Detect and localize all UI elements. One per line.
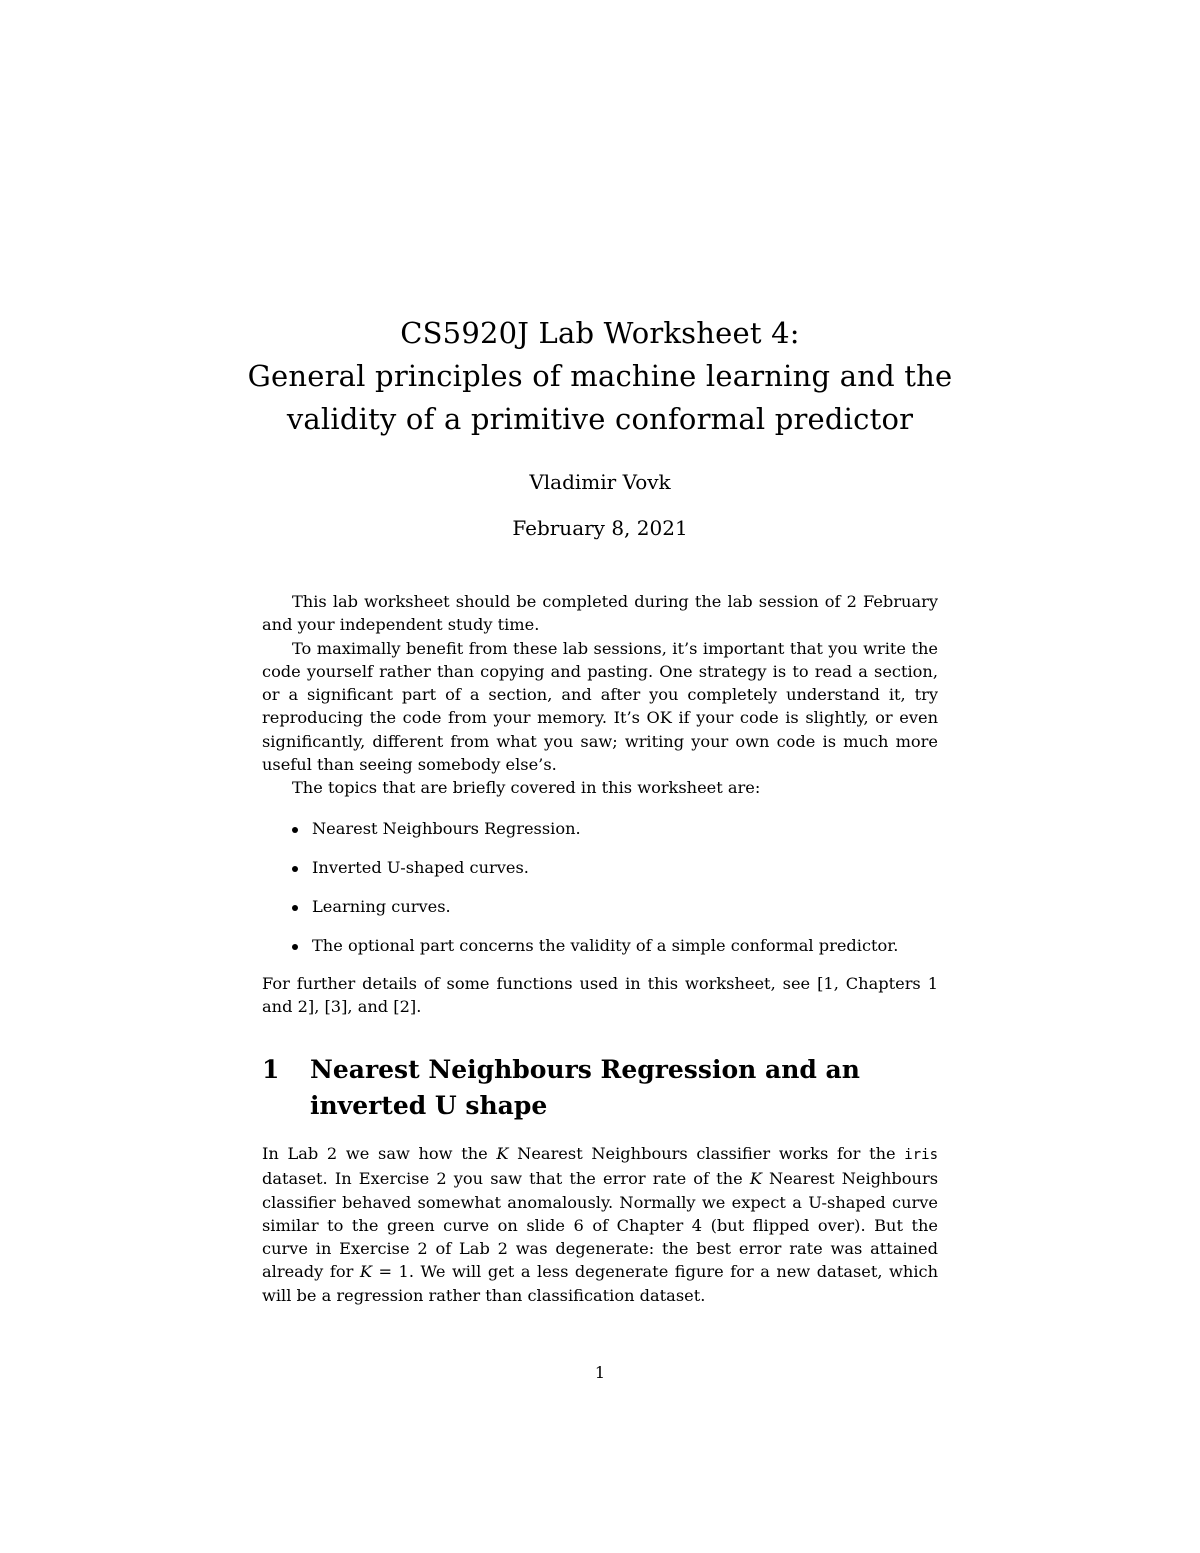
- topic-text: Nearest Neighbours Regression.: [312, 819, 581, 838]
- title-line-2: General principles of machine learning and the: [247, 359, 953, 393]
- intro-section: [262, 590, 938, 800]
- code-iris: iris: [904, 1147, 939, 1163]
- list-item: [290, 934, 950, 973]
- list-item: [290, 856, 950, 895]
- topic-text: Inverted U-shaped curves.: [312, 858, 529, 877]
- intro-paragraph-1: This lab worksheet should be completed during the lab session of 2 February and your independent study time.: [262, 592, 938, 635]
- bullet-icon: [292, 866, 298, 872]
- topics-list: [290, 817, 950, 973]
- topic-text: The optional part concerns the validity of a simple conformal predictor.: [312, 936, 899, 955]
- text-run: Nearest Neighbours classifier works for the: [508, 1144, 905, 1163]
- text-run: dataset. In Exercise 2 you saw that the error rate of the: [262, 1169, 750, 1189]
- title-line-3: validity of a primitive conformal predictor: [286, 402, 914, 436]
- bullet-icon: [292, 905, 298, 911]
- section-paragraph: [262, 1142, 938, 1307]
- title-block: [200, 312, 1000, 541]
- math-k: K: [359, 1262, 372, 1282]
- author: Vladimir Vovk: [529, 470, 671, 494]
- bullet-icon: [292, 827, 298, 833]
- title-line-1: CS5920J Lab Worksheet 4:: [400, 316, 800, 350]
- date: February 8, 2021: [512, 516, 688, 540]
- list-item: [290, 817, 950, 856]
- further-paragraph: For further details of some functions used in this worksheet, see [1, Chapters 1 and 2], [3], and [2].: [262, 974, 938, 1017]
- section-body: [262, 1142, 938, 1307]
- bullet-icon: [292, 944, 298, 950]
- section-number: 1: [262, 1055, 280, 1084]
- list-item: [290, 895, 950, 934]
- page-number: 1: [594, 1363, 606, 1382]
- text-run: Nearest Neighbours classifier behaved somewhat anomalously. Normally we expect a U-shaped curve similar to the green curve on slide 6 of Chapter 4 (but flipped over). But the curve in Exercise 2 of Lab 2 was degenerate: the best error rate was attained already for: [262, 1169, 939, 1282]
- further-details: [262, 972, 938, 1019]
- topic-text: Learning curves.: [312, 897, 451, 916]
- math-k: K: [496, 1144, 509, 1163]
- section-title: Nearest Neighbours Regression and an inverted U shape: [310, 1055, 860, 1120]
- intro-paragraph-2: To maximally benefit from these lab sessions, it’s important that you write the code yourself rather than copying and pasting. One strategy is to read a section, or a significant part of a section, and after you completely understand it, try reproducing the code from your memory. It’s OK if your code is slightly, or even significantly, different from what you saw; writing your own code is much more useful than seeing somebody else’s.: [262, 638, 938, 775]
- text-run: In Lab 2 we saw how the: [262, 1144, 497, 1163]
- text-run: = 1. We will get a less degenerate figure for a new dataset, which will be a regression rather than classification dataset.: [262, 1262, 938, 1305]
- math-k: K: [749, 1169, 762, 1189]
- intro-paragraph-3: The topics that are briefly covered in this worksheet are:: [292, 778, 761, 798]
